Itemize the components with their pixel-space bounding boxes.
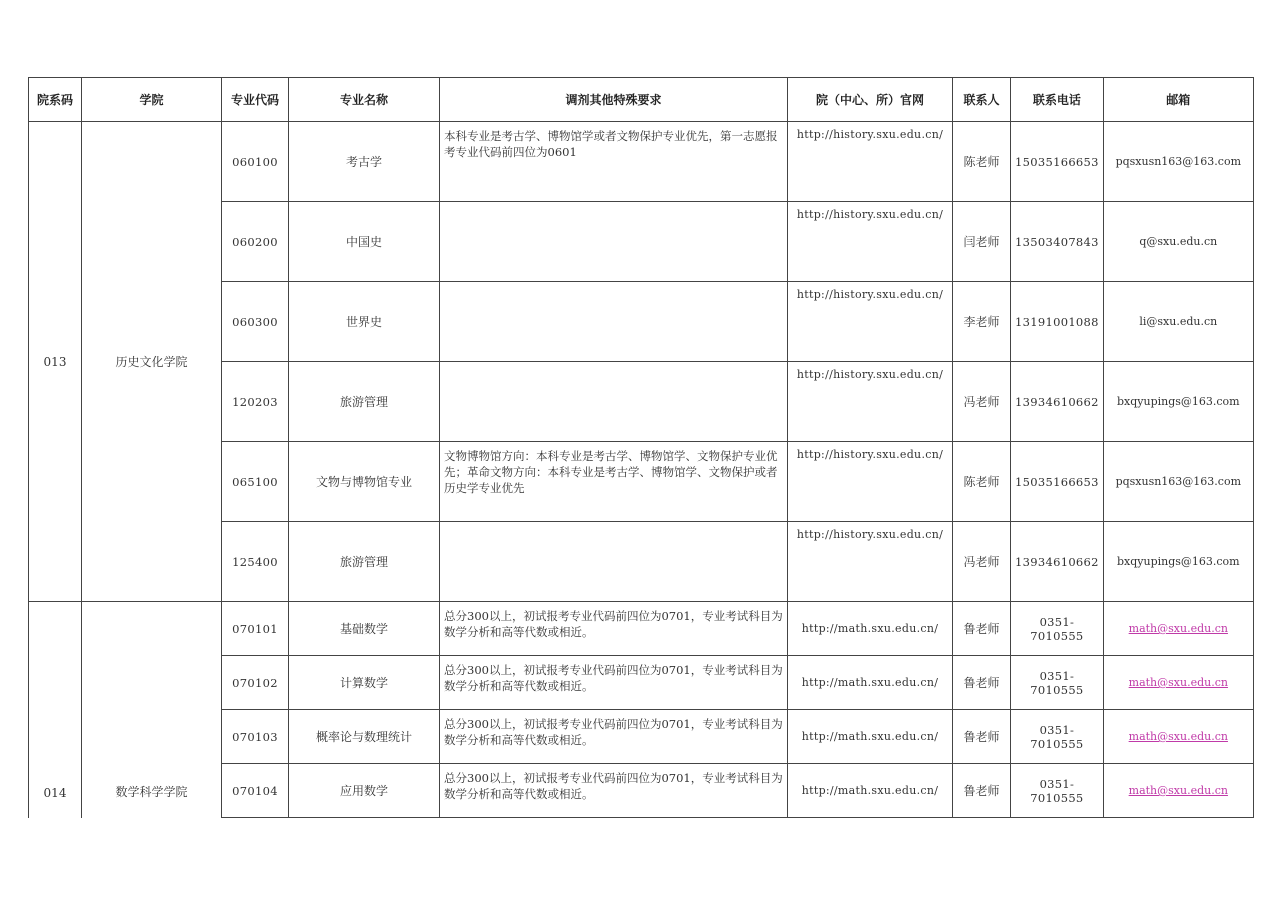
table-row xyxy=(29,122,1254,202)
contact: 冯老师 xyxy=(953,362,1011,442)
phone: 0351-7010555 xyxy=(1011,710,1104,764)
requirement: 本科专业是考古学、博物馆学或者文物保护专业优先，第一志愿报考专业代码前四位为0601 xyxy=(440,122,788,202)
email[interactable]: pqsxusn163@163.com xyxy=(1103,442,1253,522)
requirement xyxy=(440,282,788,362)
contact: 鲁老师 xyxy=(953,710,1011,764)
website-link[interactable]: http://math.sxu.edu.cn/ xyxy=(788,602,953,656)
header-major-code: 专业代码 xyxy=(222,78,289,122)
major-name: 中国史 xyxy=(289,202,440,282)
major-code: 060100 xyxy=(222,122,289,202)
website-link[interactable]: http://math.sxu.edu.cn/ xyxy=(788,710,953,764)
major-name: 基础数学 xyxy=(289,602,440,656)
dept-code: 013 xyxy=(29,122,82,602)
major-code: 070104 xyxy=(222,764,289,818)
major-code: 120203 xyxy=(222,362,289,442)
header-phone: 联系电话 xyxy=(1011,78,1104,122)
website-link[interactable]: http://math.sxu.edu.cn/ xyxy=(788,656,953,710)
contact: 冯老师 xyxy=(953,522,1011,602)
major-name: 考古学 xyxy=(289,122,440,202)
website-link[interactable]: http://math.sxu.edu.cn/ xyxy=(788,764,953,818)
admission-table xyxy=(28,77,1254,818)
table-row xyxy=(29,602,1254,656)
major-name: 文物与博物馆专业 xyxy=(289,442,440,522)
contact: 闫老师 xyxy=(953,202,1011,282)
major-name: 世界史 xyxy=(289,282,440,362)
header-requirement: 调剂其他特殊要求 xyxy=(440,78,788,122)
header-email: 邮箱 xyxy=(1103,78,1253,122)
website-link[interactable]: http://history.sxu.edu.cn/ xyxy=(788,442,953,522)
major-name: 旅游管理 xyxy=(289,362,440,442)
dept-code: 014 xyxy=(29,602,82,818)
requirement: 总分300以上，初试报考专业代码前四位为0701，专业考试科目为数学分析和高等代数或相近。 xyxy=(440,764,788,818)
phone: 0351-7010555 xyxy=(1011,764,1104,818)
email-link[interactable]: math@sxu.edu.cn xyxy=(1103,602,1253,656)
major-code: 060200 xyxy=(222,202,289,282)
major-name: 旅游管理 xyxy=(289,522,440,602)
contact: 陈老师 xyxy=(953,122,1011,202)
phone: 15035166653 xyxy=(1011,442,1104,522)
phone: 13934610662 xyxy=(1011,522,1104,602)
major-code: 060300 xyxy=(222,282,289,362)
email[interactable]: li@sxu.edu.cn xyxy=(1103,282,1253,362)
email-link[interactable]: math@sxu.edu.cn xyxy=(1103,656,1253,710)
requirement: 文物博物馆方向：本科专业是考古学、博物馆学、文物保护专业优先；革命文物方向：本科专业是考古学、博物馆学、文物保护或者历史学专业优先 xyxy=(440,442,788,522)
phone: 0351-7010555 xyxy=(1011,602,1104,656)
major-code: 070102 xyxy=(222,656,289,710)
requirement xyxy=(440,362,788,442)
contact: 鲁老师 xyxy=(953,764,1011,818)
email-link[interactable]: math@sxu.edu.cn xyxy=(1103,710,1253,764)
phone: 13503407843 xyxy=(1011,202,1104,282)
header-row xyxy=(29,78,1254,122)
email-link[interactable]: math@sxu.edu.cn xyxy=(1103,764,1253,818)
email[interactable]: q@sxu.edu.cn xyxy=(1103,202,1253,282)
header-dept-code: 院系码 xyxy=(29,78,82,122)
contact: 鲁老师 xyxy=(953,656,1011,710)
major-code: 065100 xyxy=(222,442,289,522)
email[interactable]: bxqyupings@163.com xyxy=(1103,522,1253,602)
phone: 13934610662 xyxy=(1011,362,1104,442)
requirement: 总分300以上，初试报考专业代码前四位为0701，专业考试科目为数学分析和高等代数或相近。 xyxy=(440,710,788,764)
email[interactable]: bxqyupings@163.com xyxy=(1103,362,1253,442)
header-college: 学院 xyxy=(82,78,222,122)
contact: 李老师 xyxy=(953,282,1011,362)
phone: 15035166653 xyxy=(1011,122,1104,202)
phone: 0351-7010555 xyxy=(1011,656,1104,710)
header-website: 院（中心、所）官网 xyxy=(788,78,953,122)
requirement xyxy=(440,522,788,602)
major-name: 应用数学 xyxy=(289,764,440,818)
website-link[interactable]: http://history.sxu.edu.cn/ xyxy=(788,282,953,362)
website-link[interactable]: http://history.sxu.edu.cn/ xyxy=(788,202,953,282)
major-code: 125400 xyxy=(222,522,289,602)
contact: 陈老师 xyxy=(953,442,1011,522)
college-name: 历史文化学院 xyxy=(82,122,222,602)
phone: 13191001088 xyxy=(1011,282,1104,362)
major-name: 计算数学 xyxy=(289,656,440,710)
website-link[interactable]: http://history.sxu.edu.cn/ xyxy=(788,122,953,202)
requirement: 总分300以上，初试报考专业代码前四位为0701，专业考试科目为数学分析和高等代数或相近。 xyxy=(440,656,788,710)
website-link[interactable]: http://history.sxu.edu.cn/ xyxy=(788,362,953,442)
contact: 鲁老师 xyxy=(953,602,1011,656)
major-code: 070103 xyxy=(222,710,289,764)
header-major-name: 专业名称 xyxy=(289,78,440,122)
header-contact: 联系人 xyxy=(953,78,1011,122)
major-name: 概率论与数理统计 xyxy=(289,710,440,764)
requirement: 总分300以上，初试报考专业代码前四位为0701，专业考试科目为数学分析和高等代数或相近。 xyxy=(440,602,788,656)
major-code: 070101 xyxy=(222,602,289,656)
requirement xyxy=(440,202,788,282)
college-name: 数学科学学院 xyxy=(82,602,222,818)
email[interactable]: pqsxusn163@163.com xyxy=(1103,122,1253,202)
website-link[interactable]: http://history.sxu.edu.cn/ xyxy=(788,522,953,602)
